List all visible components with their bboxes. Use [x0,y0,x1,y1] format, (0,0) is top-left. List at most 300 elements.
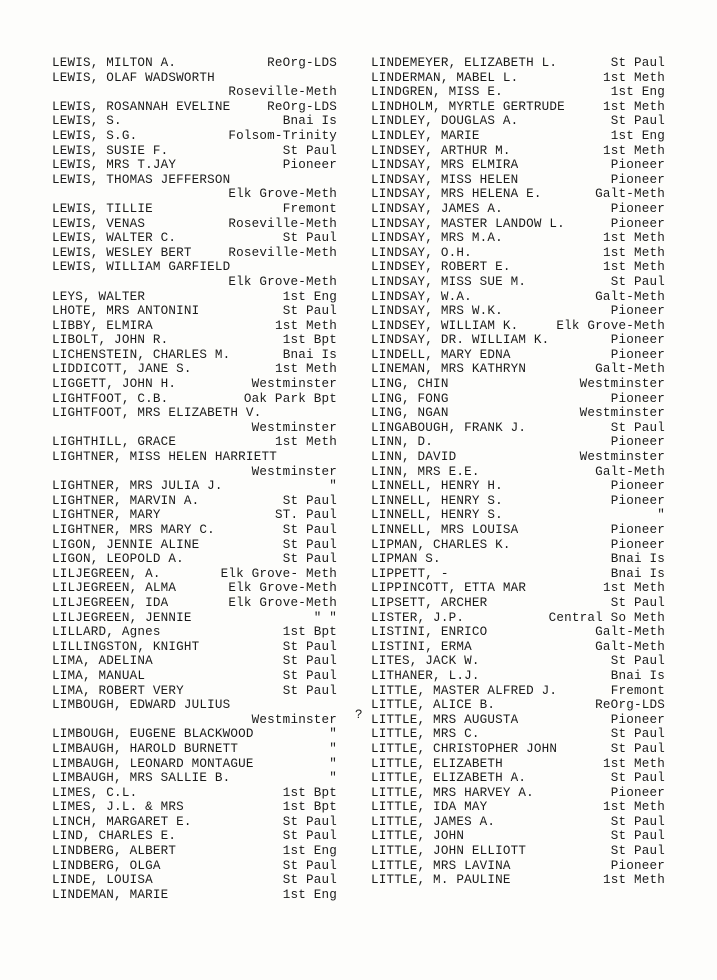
entry-name: LINDSEY, WILLIAM K. [371,318,519,333]
entry-church: St Paul [610,56,665,70]
entry-name: LEWIS, VENAS [52,216,146,231]
entry-name: LITTLE, ELIZABETH [371,756,503,771]
entry-name: LINNELL, MRS LOUISA [371,523,519,537]
directory-entry [371,85,665,100]
entry-church: Pioneer [610,858,665,873]
entry-church: Pioneer [610,435,665,450]
entry-name: LINDEMAN, MARIE [52,887,169,902]
directory-entry [371,538,665,553]
directory-entry [52,786,337,801]
entry-name: LIGHTHILL, GRACE [52,435,177,450]
entry-church: Elk Grove-Meth [228,187,337,202]
entry-church: St Paul [282,304,337,319]
entry-church: 1st Eng [610,85,665,100]
entry-name: LIMBOUGH, EUGENE BLACKWOOD [52,727,254,742]
entry-name: LINDSEY, ARTHUR M. [371,143,511,158]
entry-name: LINDSAY, JAMES A. [371,201,503,216]
entry-church: 1st Eng [282,887,337,902]
directory-entry [52,625,337,640]
directory-entry [52,640,337,655]
entry-church: " [329,741,337,756]
directory-entry [52,202,337,217]
entry-name: LINDSAY, DR. WILLIAM K. [371,333,550,348]
entry-church: Roseville-Meth [228,216,337,231]
directory-entry [371,290,665,305]
entry-name: LEWIS, THOMAS JEFFERSON [52,172,231,187]
entry-church: St Paul [282,858,337,873]
directory-entry [52,100,337,115]
entry-church: 1st Meth [602,231,665,246]
entry-church: Folsom-Trinity [228,128,337,143]
entry-name: LITTLE, ALICE B. [371,698,496,713]
entry-name: LINDSAY, MRS M.A. [371,231,503,246]
directory-entry [52,71,337,100]
entry-name: LILJEGREEN, A. [52,566,161,581]
directory-entry [52,144,337,159]
entry-church: Pioneer [610,304,665,319]
entry-name: LINDERMAN, MABEL L. [371,70,519,85]
directory-entry [371,319,665,334]
entry-church: Roseville-Meth [228,245,337,260]
entry-church: Westminster [251,420,337,435]
entry-church: Galt-Meth [595,464,665,479]
directory-entry [52,523,337,538]
entry-church: ST. Paul [274,508,337,523]
directory-entry [52,129,337,144]
entry-name: LITTLE, JOHN [371,829,465,844]
entry-church: St Paul [610,814,665,829]
directory-entry [52,406,337,435]
entry-name: LILLINGSTON, KNIGHT [52,639,200,654]
entry-church: 1st Meth [602,873,665,888]
directory-entry [52,246,337,261]
directory-entry [371,217,665,232]
entry-church: Elk Grove-Meth [228,581,337,596]
directory-entry [52,800,337,815]
entry-church: 1st Meth [602,245,665,260]
directory-entry [371,508,665,523]
entry-church: Galt-Meth [595,187,665,202]
directory-entry [52,698,337,727]
entry-name: LINDSAY, MISS SUE M. [371,274,527,289]
entry-name: LEWIS, OLAF WADSWORTH [52,70,215,85]
directory-entry [52,669,337,684]
entry-church: Pioneer [610,201,665,216]
entry-church: 1st Meth [602,581,665,596]
entry-name: LINN, MRS E.E. [371,464,480,479]
entry-church: Pioneer [610,523,665,537]
entry-name: LEWIS, ROSANNAH EVELINE [52,99,231,114]
directory-entry [52,538,337,553]
entry-name: LINN, D. [371,435,434,450]
entry-name: LINNELL, HENRY S. [371,493,503,508]
entry-church: Westminster [579,450,665,465]
directory-entry [52,567,337,582]
entry-name: LITHANER, L.J. [371,668,480,683]
entry-name: LITES, JACK W. [371,654,480,669]
directory-entry [371,669,665,684]
entry-church: Pioneer [610,333,665,348]
entry-church: Bnai Is [610,668,665,683]
entry-church: Central So Meth [548,610,665,625]
entry-church: Pioneer [610,216,665,231]
entry-church: 1st Meth [274,318,337,333]
entry-name: LIMBOUGH, EDWARD JULIUS [52,698,231,713]
directory-entry [371,465,665,480]
entry-name: LILJEGREEN, ALMA [52,581,177,596]
directory-entry [371,275,665,290]
entry-church: " [329,771,337,786]
entry-church: Elk Grove-Meth [228,595,337,610]
entry-church: St Paul [282,143,337,158]
entry-church: Westminster [579,406,665,421]
directory-entry [371,698,665,713]
entry-church: " " [313,610,337,625]
entry-name: LITTLE, MRS LAVINA [371,858,511,873]
directory-entry [371,552,665,567]
entry-church: ReOrg-LDS [267,99,337,114]
entry-name: LINN, DAVID [371,450,457,465]
directory-entry [371,727,665,742]
entry-church: Westminster [579,377,665,392]
entry-church: Pioneer [610,347,665,362]
entry-church: Pioneer [282,158,337,173]
directory-entry [52,829,337,844]
entry-church: Oak Park Bpt [243,391,337,406]
entry-name: LEWIS, WILLIAM GARFIELD [52,260,231,275]
entry-name: LINDSAY, MRS W.K. [371,304,503,319]
directory-entry [371,158,665,173]
directory-entry [52,290,337,305]
entry-name: LITTLE, M. PAULINE [371,873,511,888]
directory-entry [52,231,337,246]
entry-name: LIPPINCOTT, ETTA MAR [371,581,527,596]
directory-entry [371,421,665,436]
entry-name: LIMES, J.L. & MRS [52,800,184,815]
directory-entry [371,435,665,450]
entry-name: LITTLE, CHRISTOPHER JOHN [371,741,558,756]
entry-name: LIGHTFOOT, MRS ELIZABETH V. [52,406,262,421]
directory-entry [371,187,665,202]
directory-entry [52,596,337,611]
directory-entry [371,742,665,757]
directory-entry [371,479,665,494]
entry-name: LIGGETT, JOHN H. [52,377,177,392]
entry-church: St Paul [610,420,665,435]
entry-church: St Paul [610,654,665,669]
directory-entry [52,392,337,407]
entry-church: Galt-Meth [595,639,665,654]
entry-name: LIMES, C.L. [52,785,138,800]
directory-entry [52,844,337,859]
directory-entry [371,611,665,626]
entry-church: St Paul [282,523,337,537]
entry-church: St Paul [610,844,665,859]
entry-name: LIGON, LEOPOLD A. [52,552,184,567]
entry-name: LEWIS, MILTON A. [52,56,177,70]
entry-name: LITTLE, MRS HARVEY A. [371,785,534,800]
entry-church: Pioneer [610,712,665,727]
directory-entry [52,859,337,874]
entry-church: St Paul [610,741,665,756]
entry-church: 1st Meth [602,260,665,275]
entry-name: LISTINI, ENRICO [371,625,488,640]
entry-name: LIPMAN, CHARLES K. [371,537,511,552]
entry-name: LIBBY, ELMIRA [52,318,153,333]
entry-church: 1st Bpt [282,800,337,815]
entry-name: LISTINI, ERMA [371,639,472,654]
entry-church: Galt-Meth [595,362,665,377]
entry-name: LIMBAUGH, HAROLD BURNETT [52,741,239,756]
directory-entry [371,815,665,830]
directory-entry [371,859,665,874]
entry-church: Pioneer [610,493,665,508]
directory-entry [371,392,665,407]
entry-name: LITTLE, ELIZABETH A. [371,771,527,786]
directory-entry [52,479,337,494]
directory-entry [371,450,665,465]
entry-church: 1st Meth [602,756,665,771]
entry-name: LIND, CHARLES E. [52,829,177,844]
entry-name: LEWIS, SUSIE F. [52,143,169,158]
directory-entry [52,727,337,742]
directory-entry [52,742,337,757]
entry-name: LIMBAUGH, LEONARD MONTAGUE [52,756,254,771]
directory-entry [52,888,337,903]
entry-church: St Paul [610,829,665,844]
directory-entry [371,800,665,815]
entry-name: LINDSAY, MASTER LANDOW L. [371,216,565,231]
directory-entry [371,231,665,246]
entry-church: St Paul [282,814,337,829]
entry-name: LINDSAY, MISS HELEN [371,172,519,187]
entry-church: Elk Grove-Meth [228,274,337,289]
entry-name: LINDSAY, O.H. [371,245,472,260]
directory-entry [52,508,337,523]
entry-church: St Paul [610,727,665,742]
entry-name: LINDBERG, ALBERT [52,844,177,859]
directory-entry [371,829,665,844]
entry-name: LIPMAN S. [371,552,441,567]
entry-name: LING, FONG [371,391,449,406]
directory-entry [371,246,665,261]
entry-church: 1st Meth [602,99,665,114]
entry-church: 1st Meth [602,143,665,158]
entry-name: LINDHOLM, MYRTLE GERTRUDE [371,99,565,114]
directory-entry [371,71,665,86]
entry-church: Galt-Meth [595,625,665,640]
directory-entry [371,348,665,363]
directory-entry [371,844,665,859]
directory-entry [371,173,665,188]
directory-entry [52,654,337,669]
directory-entry [371,713,665,728]
directory-entry [52,435,337,450]
directory-entry [52,158,337,173]
entry-name: LINDELL, MARY EDNA [371,347,511,362]
entry-name: LINDGREN, MISS E. [371,85,503,100]
entry-church: 1st Meth [274,435,337,450]
margin-question-mark: ? [355,708,363,722]
entry-church: Galt-Meth [595,289,665,304]
entry-church: Westminster [251,464,337,479]
entry-church: Pioneer [610,479,665,494]
directory-entry [52,450,337,479]
entry-church: Elk Grove- Meth [220,566,337,581]
entry-name: LIMBAUGH, MRS SALLIE B. [52,771,231,786]
directory-entry [371,581,665,596]
right-column [371,56,665,888]
entry-church: St Paul [282,873,337,888]
entry-name: LHOTE, MRS ANTONINI [52,304,200,319]
entry-name: LINDLEY, DOUGLAS A. [371,114,519,129]
entry-name: LIPSETT, ARCHER [371,595,488,610]
directory-entry [371,873,665,888]
directory-entry [371,523,665,538]
entry-name: LIGON, JENNIE ALINE [52,537,200,552]
directory-entry [52,362,337,377]
entry-church: " [329,727,337,742]
entry-church: Westminster [251,712,337,727]
entry-name: LING, NGAN [371,406,449,421]
entry-name: LEWIS, TILLIE [52,201,153,216]
entry-church: St Paul [282,829,337,844]
entry-church: St Paul [282,231,337,246]
entry-name: LIGHTNER, MARY [52,508,161,523]
directory-entry [52,348,337,363]
entry-church: 1st Eng [282,844,337,859]
entry-name: LING, CHIN [371,377,449,392]
directory-entry [371,56,665,71]
entry-name: LINCH, MARGARET E. [52,814,192,829]
entry-name: LILJEGREEN, JENNIE [52,610,192,625]
entry-name: LINDSAY, MRS ELMIRA [371,158,519,173]
entry-church: Pioneer [610,537,665,552]
directory-entry [371,100,665,115]
entry-church: " [329,479,337,494]
entry-church: St Paul [282,683,337,698]
entry-church: Fremont [282,201,337,216]
entry-name: LITTLE, JOHN ELLIOTT [371,844,527,859]
directory-entry [371,144,665,159]
entry-name: LIGHTNER, MRS JULIA J. [52,479,223,494]
entry-name: LEYS, WALTER [52,289,146,304]
directory-entry [52,319,337,334]
entry-church: " [657,508,665,523]
directory-entry [371,684,665,699]
directory-entry [52,684,337,699]
directory-entry [52,815,337,830]
entry-church: St Paul [282,654,337,669]
entry-name: LINDSAY, MRS HELENA E. [371,187,542,202]
entry-church: St Paul [610,771,665,786]
entry-church: Bnai Is [610,552,665,567]
entry-church: Bnai Is [282,114,337,129]
entry-church: St Paul [282,668,337,683]
entry-church: 1st Eng [282,289,337,304]
entry-name: LIGHTFOOT, C.B. [52,391,169,406]
entry-church: Bnai Is [282,347,337,362]
entry-church: St Paul [610,114,665,129]
entry-church: 1st Bpt [282,625,337,640]
directory-entry [52,494,337,509]
entry-name: LIMA, ROBERT VERY [52,683,184,698]
directory-entry [371,406,665,421]
directory-entry [371,333,665,348]
entry-name: LICHENSTEIN, CHARLES M. [52,347,231,362]
entry-church: St Paul [282,537,337,552]
directory-entry [371,757,665,772]
entry-name: LINNELL, HENRY H. [371,479,503,494]
entry-name: LINDSAY, W.A. [371,289,472,304]
directory-entry [52,552,337,567]
directory-entry [52,377,337,392]
entry-name: LITTLE, IDA MAY [371,800,488,815]
entry-church: Roseville-Meth [228,85,337,100]
entry-name: LEWIS, WESLEY BERT [52,245,192,260]
entry-name: LILJEGREEN, IDA [52,595,169,610]
directory-entry [52,771,337,786]
directory-entry [371,202,665,217]
entry-church: 1st Eng [610,128,665,143]
entry-name: LINDE, LOUISA [52,873,153,888]
directory-entry [52,173,337,202]
entry-name: LEWIS, S. [52,114,122,129]
entry-name: LIGHTNER, MRS MARY C. [52,523,215,537]
directory-entry [52,611,337,626]
directory-entry [371,377,665,392]
entry-church: St Paul [610,274,665,289]
entry-name: LIDDICOTT, JANE S. [52,362,192,377]
entry-church: Pioneer [610,785,665,800]
entry-church: Pioneer [610,391,665,406]
entry-name: LINDLEY, MARIE [371,128,480,143]
directory-entry [52,56,337,71]
directory-entry [52,873,337,888]
directory-entry [371,362,665,377]
entry-church: Pioneer [610,158,665,173]
entry-name: LIBOLT, JOHN R. [52,333,169,348]
entry-name: LIPPETT, - [371,566,449,581]
entry-church: 1st Bpt [282,785,337,800]
entry-church: St Paul [610,595,665,610]
directory-entry [371,567,665,582]
entry-church: Pioneer [610,172,665,187]
entry-name: LINNELL, HENRY S. [371,508,503,523]
directory-entry [371,596,665,611]
entry-church: St Paul [282,639,337,654]
directory-entry [52,260,337,289]
entry-name: LITTLE, JAMES A. [371,814,496,829]
entry-name: LIGHTNER, MARVIN A. [52,493,200,508]
entry-name: LITTLE, MASTER ALFRED J. [371,683,558,698]
entry-church: Elk Grove-Meth [556,318,665,333]
entry-name: LINDSEY, ROBERT E. [371,260,511,275]
entry-church: Fremont [610,683,665,698]
directory-entry [371,114,665,129]
entry-name: LINDEMEYER, ELIZABETH L. [371,56,558,70]
entry-name: LITTLE, MRS AUGUSTA [371,712,519,727]
directory-entry [371,129,665,144]
entry-name: LINEMAN, MRS KATHRYN [371,362,527,377]
entry-name: LEWIS, WALTER C. [52,231,177,246]
entry-church: St Paul [282,552,337,567]
entry-church: ReOrg-LDS [267,56,337,70]
entry-name: LIMA, ADELINA [52,654,153,669]
directory-entry [371,640,665,655]
entry-name: LIGHTNER, MISS HELEN HARRIETT [52,450,277,465]
directory-entry [371,625,665,640]
